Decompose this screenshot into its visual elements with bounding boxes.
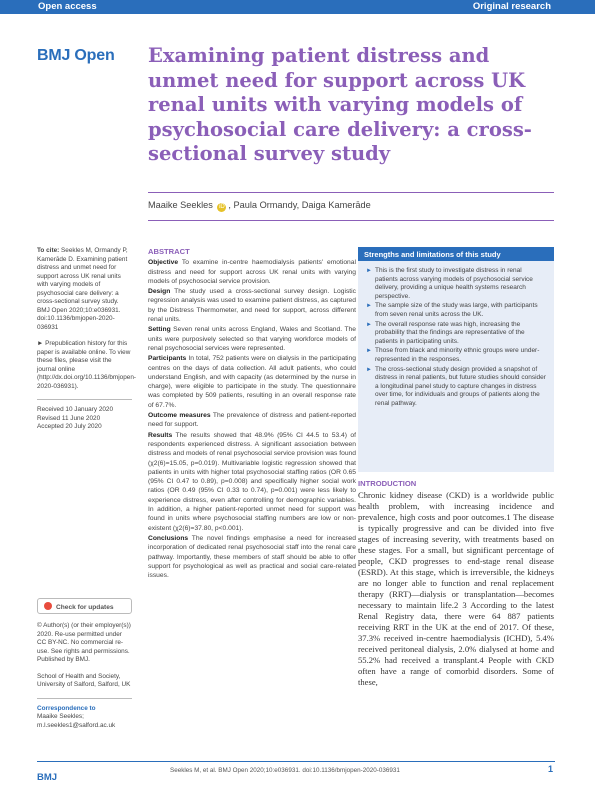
- accepted-date: Accepted 20 July 2020: [37, 423, 102, 430]
- strengths-box: [358, 247, 554, 472]
- abstract-participants: Participants In total, 752 patients were on dialysis in the participating centres on the days of data collection. All adult patients, who could understand English, and with capacity (as determined by the nurse in charge), were eligible to participate in the study. The questionnaire was completed by 509 patients, resulting in an overall response rate of 67.7%.: [148, 355, 356, 409]
- triangle-bullet-icon: ►: [366, 321, 372, 328]
- cite-label: To cite:: [37, 247, 60, 254]
- article-title: Examining patient distress and unmet need for support across UK renal units with varying models of psychosocial care delivery: a cross-sectional survey study: [148, 44, 532, 165]
- orcid-icon[interactable]: iD: [219, 204, 225, 210]
- open-access-label: Open access: [38, 1, 97, 12]
- triangle-bullet-icon: ►: [366, 366, 372, 373]
- author-list: [148, 200, 371, 212]
- list-item: ► This is the first study to investigate distress in renal patients across varying models of psychosocial service delivery, providing a unique health systems research perspective.: [366, 267, 533, 300]
- sidebar-divider: [37, 399, 132, 400]
- prepub-note[interactable]: ► Prepublication history for this paper is available online. To view these files, please visit the journal online (http://dx.doi.org/10.1136/bmjopen-2020-036931).: [37, 340, 136, 390]
- abstract-heading: ABSTRACT: [148, 247, 190, 256]
- affiliation-note: School of Health and Society, University of Salford, Salford, UK: [37, 672, 131, 688]
- correspondence-label: Correspondence to: [37, 704, 96, 712]
- article-sidebar: [37, 247, 136, 432]
- sidebar-lower: [37, 622, 132, 730]
- revised-date: Revised 11 June 2020: [37, 414, 101, 422]
- abstract-objective: Objective To examine in-centre haemodialysis patients' emotional distress and need for support across UK renal units with varying models of psychosocial service provision.: [148, 259, 356, 285]
- received-date: Received 10 January 2020: [37, 406, 114, 413]
- check-updates-icon: [44, 602, 52, 610]
- triangle-bullet-icon: ►: [366, 268, 372, 274]
- strengths-heading: Strengths and limitations of this study: [358, 247, 554, 261]
- abstract-conclusions: Conclusions The novel findings emphasise a need for increased incorporation of dedicated renal psychosocial staff into the renal care pathway. Importantly, these members of staff should be able to offer support for psychological as well as practical and social care-related issues.: [148, 534, 356, 580]
- abstract-outcomes: Outcome measures The prevalence of distress and patient-reported need for support.: [148, 412, 356, 429]
- introduction-heading: INTRODUCTION: [358, 479, 417, 488]
- abstract-setting: Setting Seven renal units across England, Wales and Scotland. The units were purposively selected so that varying workforce models of renal psychosocial services were represented.: [148, 326, 356, 352]
- introduction-body: Chronic kidney disease (CKD) is a worldwide public health problem, with increasing incidence and prevalence, high costs and poor outcomes.1 The disease is typically progressive and can be divided into five stages of increasing severity, with treatments based on these stages. For a small, but significant percentage of people, CKD progresses to end-stage renal disease (ESRD). At this stage, which is irreversible, the kidneys are no longer able to function and renal replacement therapy (RRT)—dialysis or transplantation—becomes necessary to maintain life.2 3 According to the latest Renal Registry data, there were 64 887 patients receiving RRT in the UK at the end of 2017. Of these, 37.3% received in-centre haemodialysis (ICHD), 5.4% received peritoneal dialysis, 2.0% dialysed at home and 55.2% had received a transplant.4 People with CKD often have a range of comorbid disorders. Some of these,: [358, 490, 554, 687]
- list-item: ► Those from black and minority ethnic groups were under-represented in the responses.: [366, 347, 540, 363]
- author-divider: [148, 220, 554, 221]
- page-footer: [0, 758, 595, 794]
- correspondence-name: Maaike Seekles;: [37, 713, 84, 720]
- cite-text: Seekles M, Ormandy P, Kamerāde D. Examining patient distress and unmet need for support across UK renal units with varying models of psychosocial care delivery: a cross-sectional survey study. BMJ Open 2020;10:e036931. doi:10.1136/bmjopen-2020-036931: [37, 247, 128, 331]
- title-divider: [148, 192, 554, 193]
- list-item: ► The sample size of the study was large, with participants from seven renal units across the UK.: [366, 302, 538, 318]
- strengths-list: [358, 261, 554, 409]
- article-type-label: Original research: [472, 1, 551, 12]
- abstract-results: Results The results showed that 48.9% (95% CI 44.5 to 53.4) of respondents experienced distress. A significant association between distress and models of renal psychosocial service provision was found (χ2(6)=15.05, p=0.019). Multivariable logistic regression showed that patients in units with higher total psychosocial staffing ratios (OR 0.65 (95% CI 0.47 to 0.89), p=0.008) and specifically higher social work ratios (OR 0.49 (95% CI 0.33 to 0.74), p=0.001) were less likely to experience distress, even after controlling for demographic variables. In addition, a higher patient-reported unmet need for support was found in units where psychosocial staffing numbers are low or non-existent (χ2(6)=37.80, p<0.001).: [148, 431, 356, 532]
- footer-citation: Seekles M, et al. BMJ Open 2020;10:e036931. doi:10.1136/bmjopen-2020-036931: [170, 767, 400, 774]
- sidebar-divider-2: [37, 698, 132, 699]
- author-rest: , Paula Ormandy, Daiga Kamerāde: [228, 200, 371, 210]
- triangle-bullet-icon: ►: [366, 303, 372, 310]
- check-for-updates-button[interactable]: [37, 598, 132, 614]
- list-item: ► The cross-sectional study design provided a snapshot of distress in renal patients, but future studies should consider a longitudinal panel study to capture changes in distress over time, for individuals and groups of patients along the renal pathway.: [366, 365, 546, 407]
- triangle-bullet-icon: ►: [366, 348, 372, 355]
- footer-divider: [37, 761, 555, 762]
- abstract-design: Design The study used a cross-sectional survey design. Logistic regression analysis was used to examine patient distress, as captured by the Distress Thermometer, and need for support, across different renal units.: [148, 288, 356, 324]
- author-first[interactable]: Maaike Seekles: [148, 200, 213, 210]
- introduction-section: [358, 479, 554, 688]
- page-number: 1: [548, 764, 554, 774]
- footer-logo: BMJ: [37, 772, 58, 783]
- abstract: [148, 247, 356, 581]
- journal-logo: BMJ Open: [37, 47, 115, 64]
- correspondence-email[interactable]: m.l.seekles1@salford.ac.uk: [37, 721, 116, 729]
- check-updates-label: Check for updates: [56, 604, 114, 611]
- top-banner: [0, 0, 595, 14]
- list-item: ► The overall response rate was high, increasing the probability that the findings are representative of the patients in participating units.: [366, 320, 525, 345]
- cite-block: [37, 247, 132, 332]
- copyright-note: © Author(s) (or their employer(s)) 2020. Re-use permitted under CC BY-NC. No commercial re-use. See rights and permissions. Published by BMJ.: [37, 622, 131, 663]
